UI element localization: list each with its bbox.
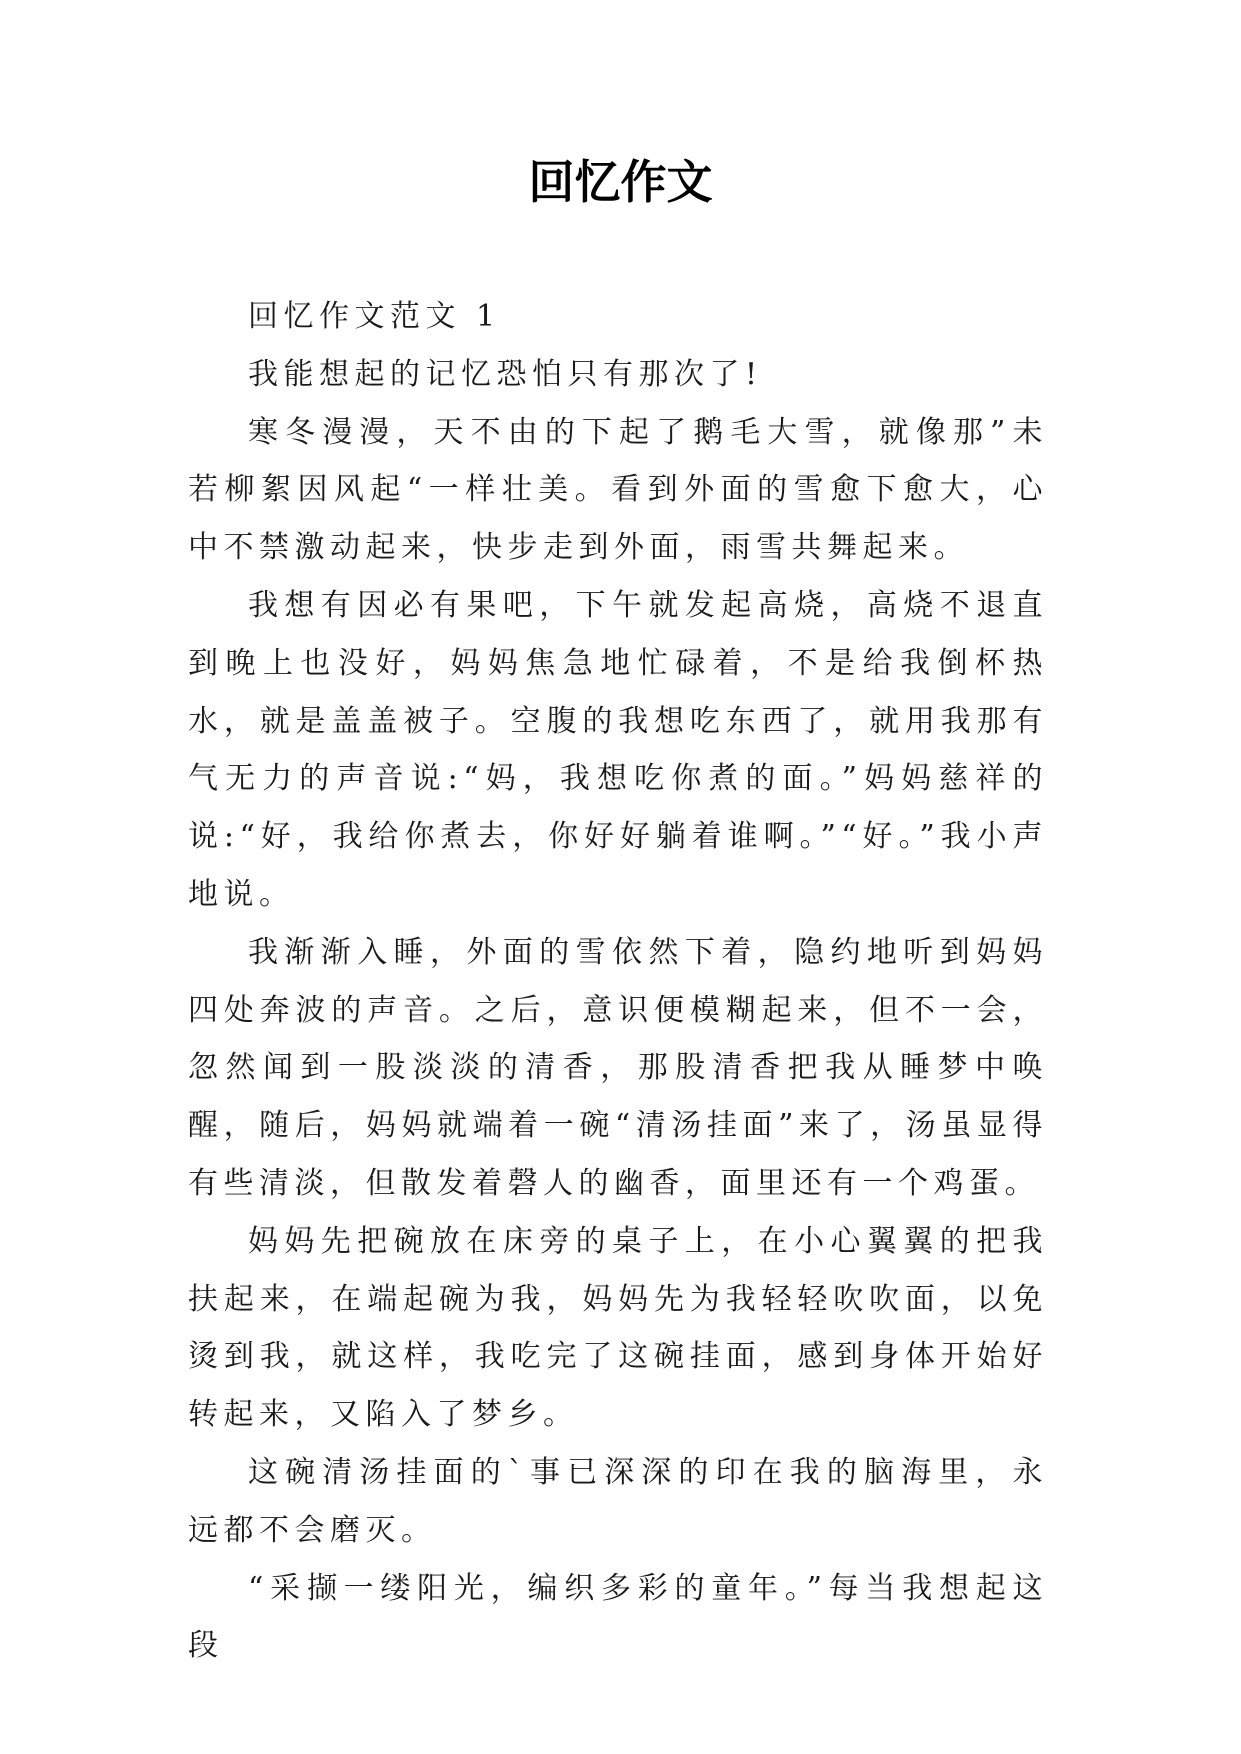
paragraph: 妈妈先把碗放在床旁的桌子上，在小心翼翼的把我扶起来，在端起碗为我，妈妈先为我轻轻吹吹面，以免烫到我，就这样，我吃完了这碗挂面，感到身体开始好转起来，又陷入了梦乡。 [188, 1223, 1048, 1433]
paragraph: 我能想起的记忆恐怕只有那次了! [248, 356, 763, 392]
paragraph: 我渐渐入睡，外面的雪依然下着，隐约地听到妈妈四处奔波的声音。之后，意识便模糊起来，但不一会，忽然闻到一股淡淡的清香，那股清香把我从睡梦中唤醒，随后，妈妈就端着一碗“清汤挂面”来了，汤虽显得有些清淡，但散发着磬人的幽香，面里还有一个鸡蛋。 [188, 934, 1048, 1201]
section-heading: 回忆作文范文 1 [248, 299, 501, 334]
paragraph: 这碗清汤挂面的`事已深深的印在我的脑海里，永远都不会磨灭。 [188, 1454, 1048, 1548]
document-title: 回忆作文 [528, 155, 713, 209]
paragraph: “采撷一缕阳光，编织多彩的童年。”每当我想起这段 [188, 1570, 1048, 1664]
paragraph: 寒冬漫漫，天不由的下起了鹅毛大雪，就像那”未若柳絮因风起“一样壮美。看到外面的雪愈下愈大，心中不禁激动起来，快步走到外面，雨雪共舞起来。 [188, 414, 1048, 566]
document-body [188, 288, 1048, 1675]
paragraph: 我想有因必有果吧，下午就发起高烧，高烧不退直到晚上也没好，妈妈焦急地忙碌着，不是给我倒杯热水，就是盖盖被子。空腹的我想吃东西了，就用我那有气无力的声音说:“妈，我想吃你煮的面。”妈妈慈祥的说:“好，我给你煮去，你好好躺着谁啊。”“好。”我小声地说。 [188, 587, 1048, 912]
